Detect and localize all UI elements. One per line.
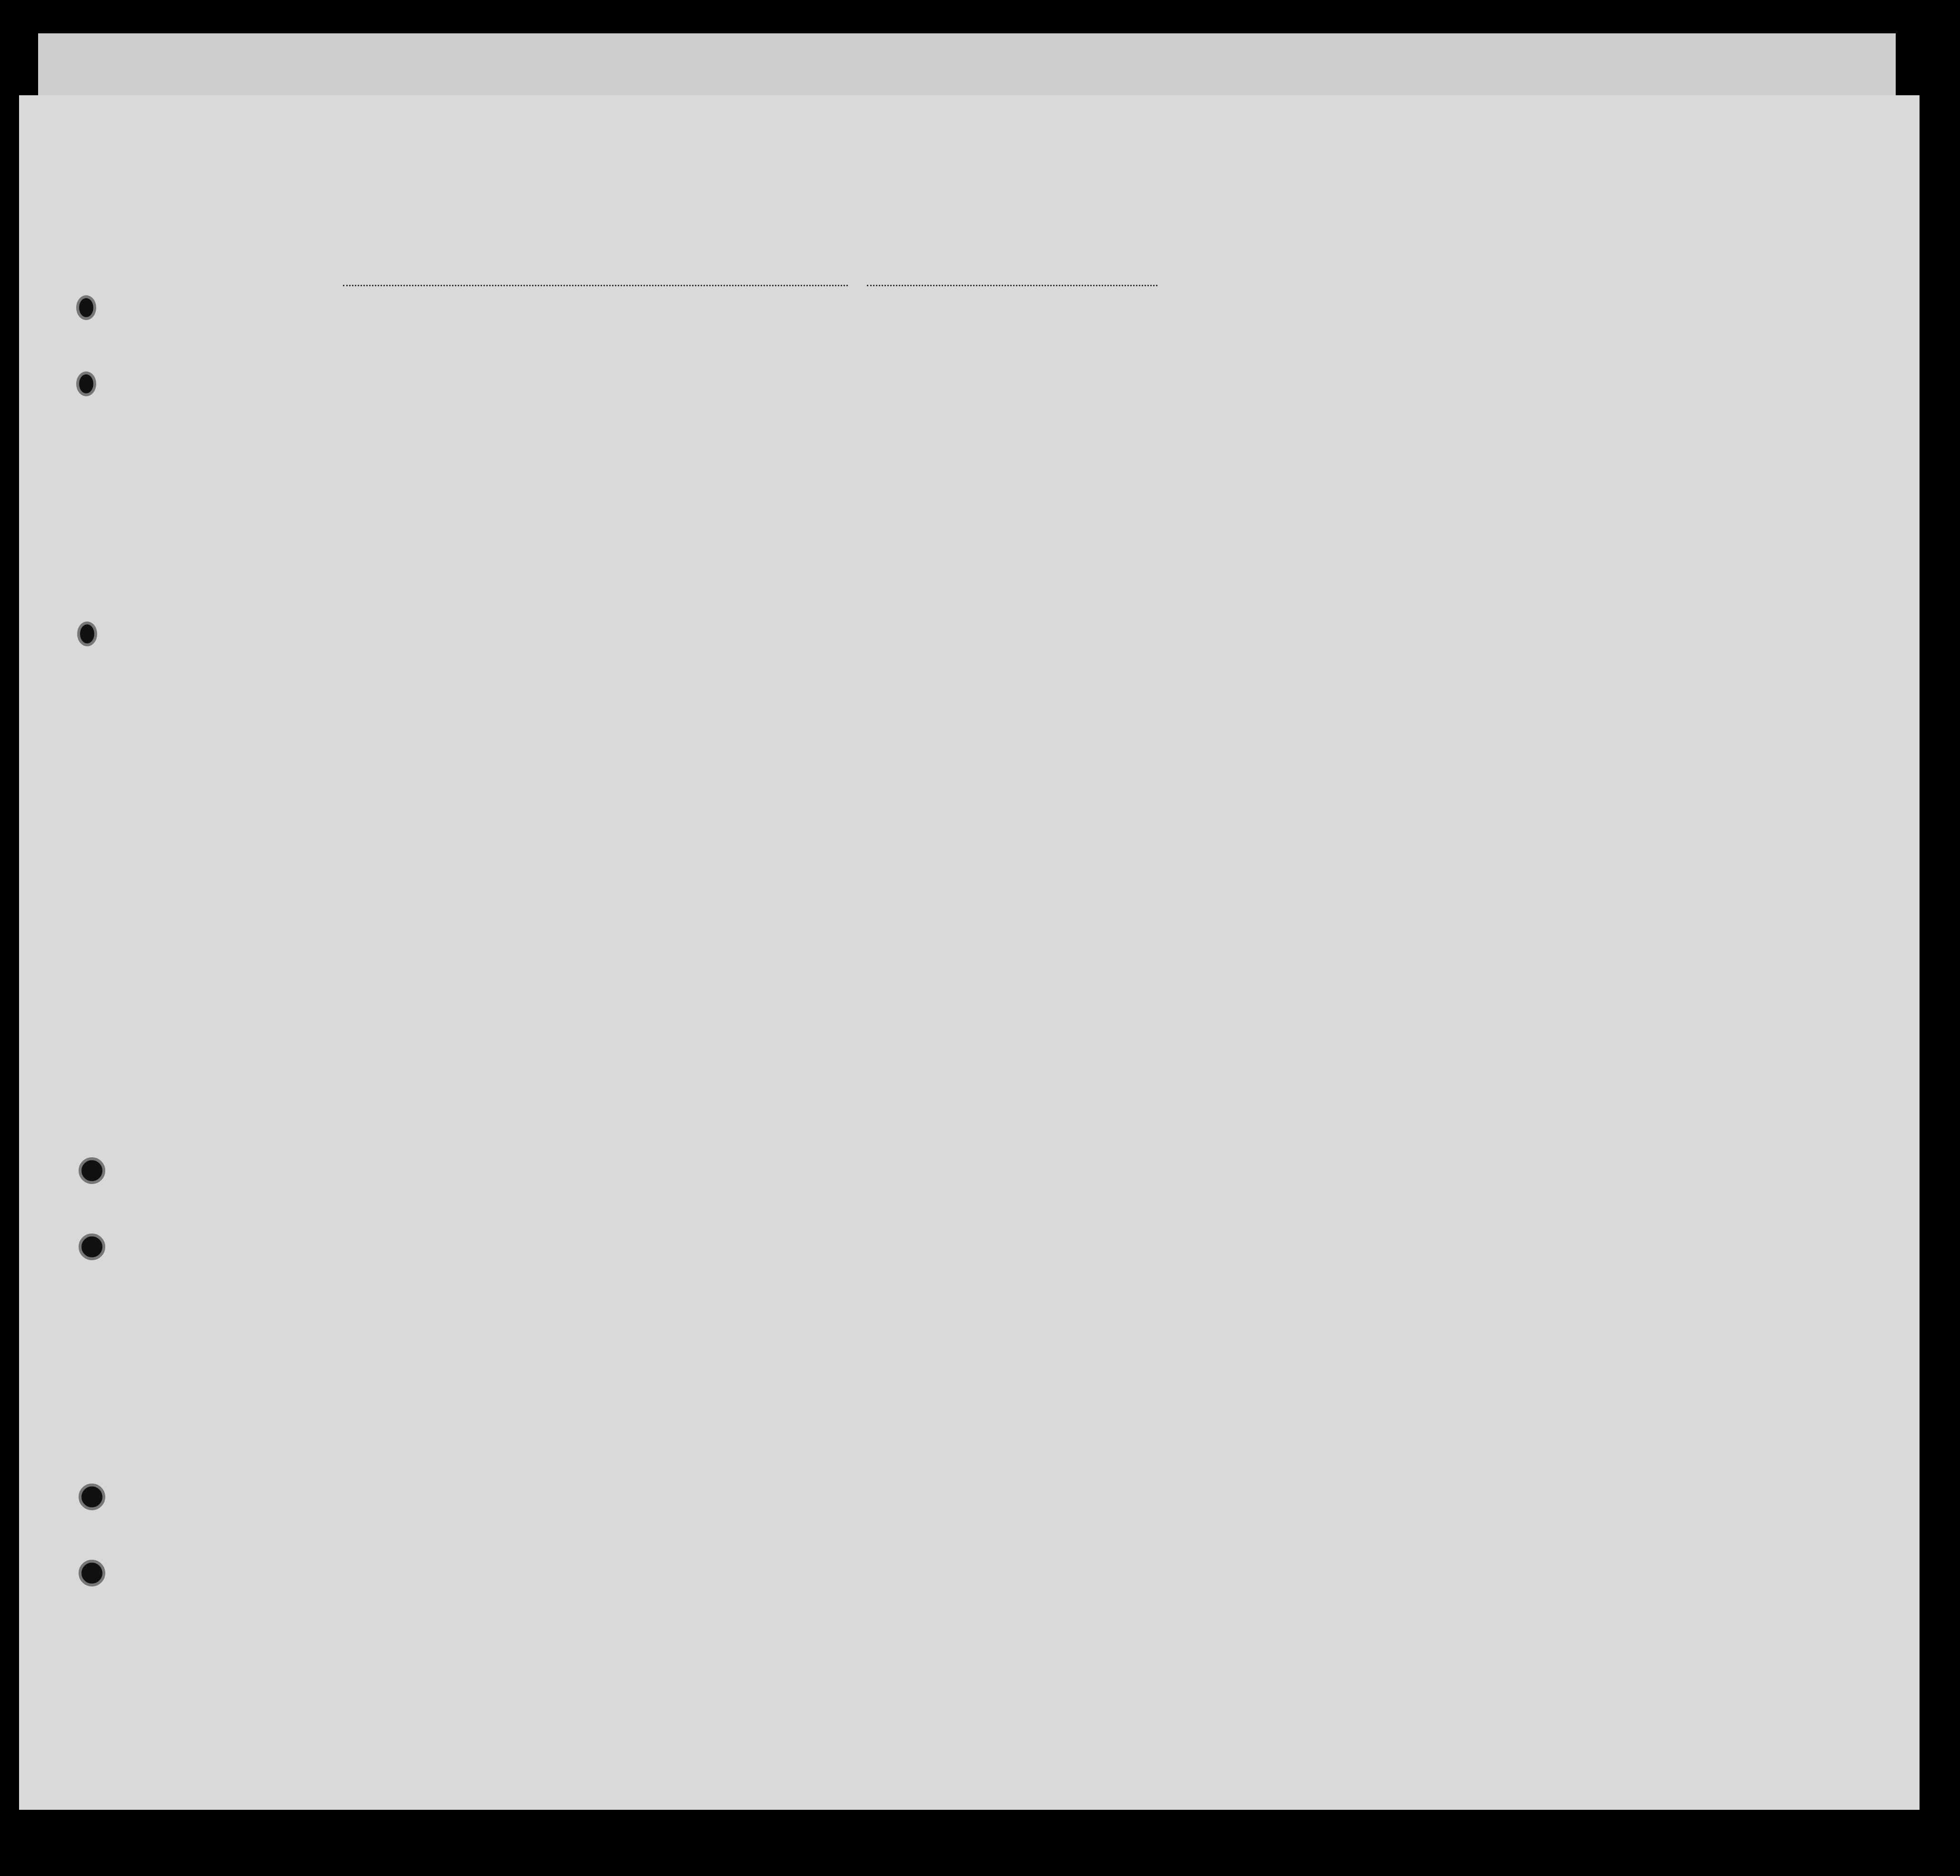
header-inches xyxy=(1612,419,1624,457)
header-ticket xyxy=(574,338,603,462)
header-deported xyxy=(1431,343,1460,462)
header-citizen xyxy=(1224,352,1253,462)
header-anarchist xyxy=(1317,343,1336,462)
header-return xyxy=(1107,352,1141,462)
header-question-29 xyxy=(1388,343,1424,462)
header-length-of-stay xyxy=(1162,352,1186,462)
header-fifty-dollars xyxy=(698,338,726,462)
header-prison xyxy=(1256,343,1285,462)
header-polygamist xyxy=(1291,343,1310,462)
header-feet xyxy=(1588,426,1600,455)
header-question-28 xyxy=(1338,343,1386,462)
